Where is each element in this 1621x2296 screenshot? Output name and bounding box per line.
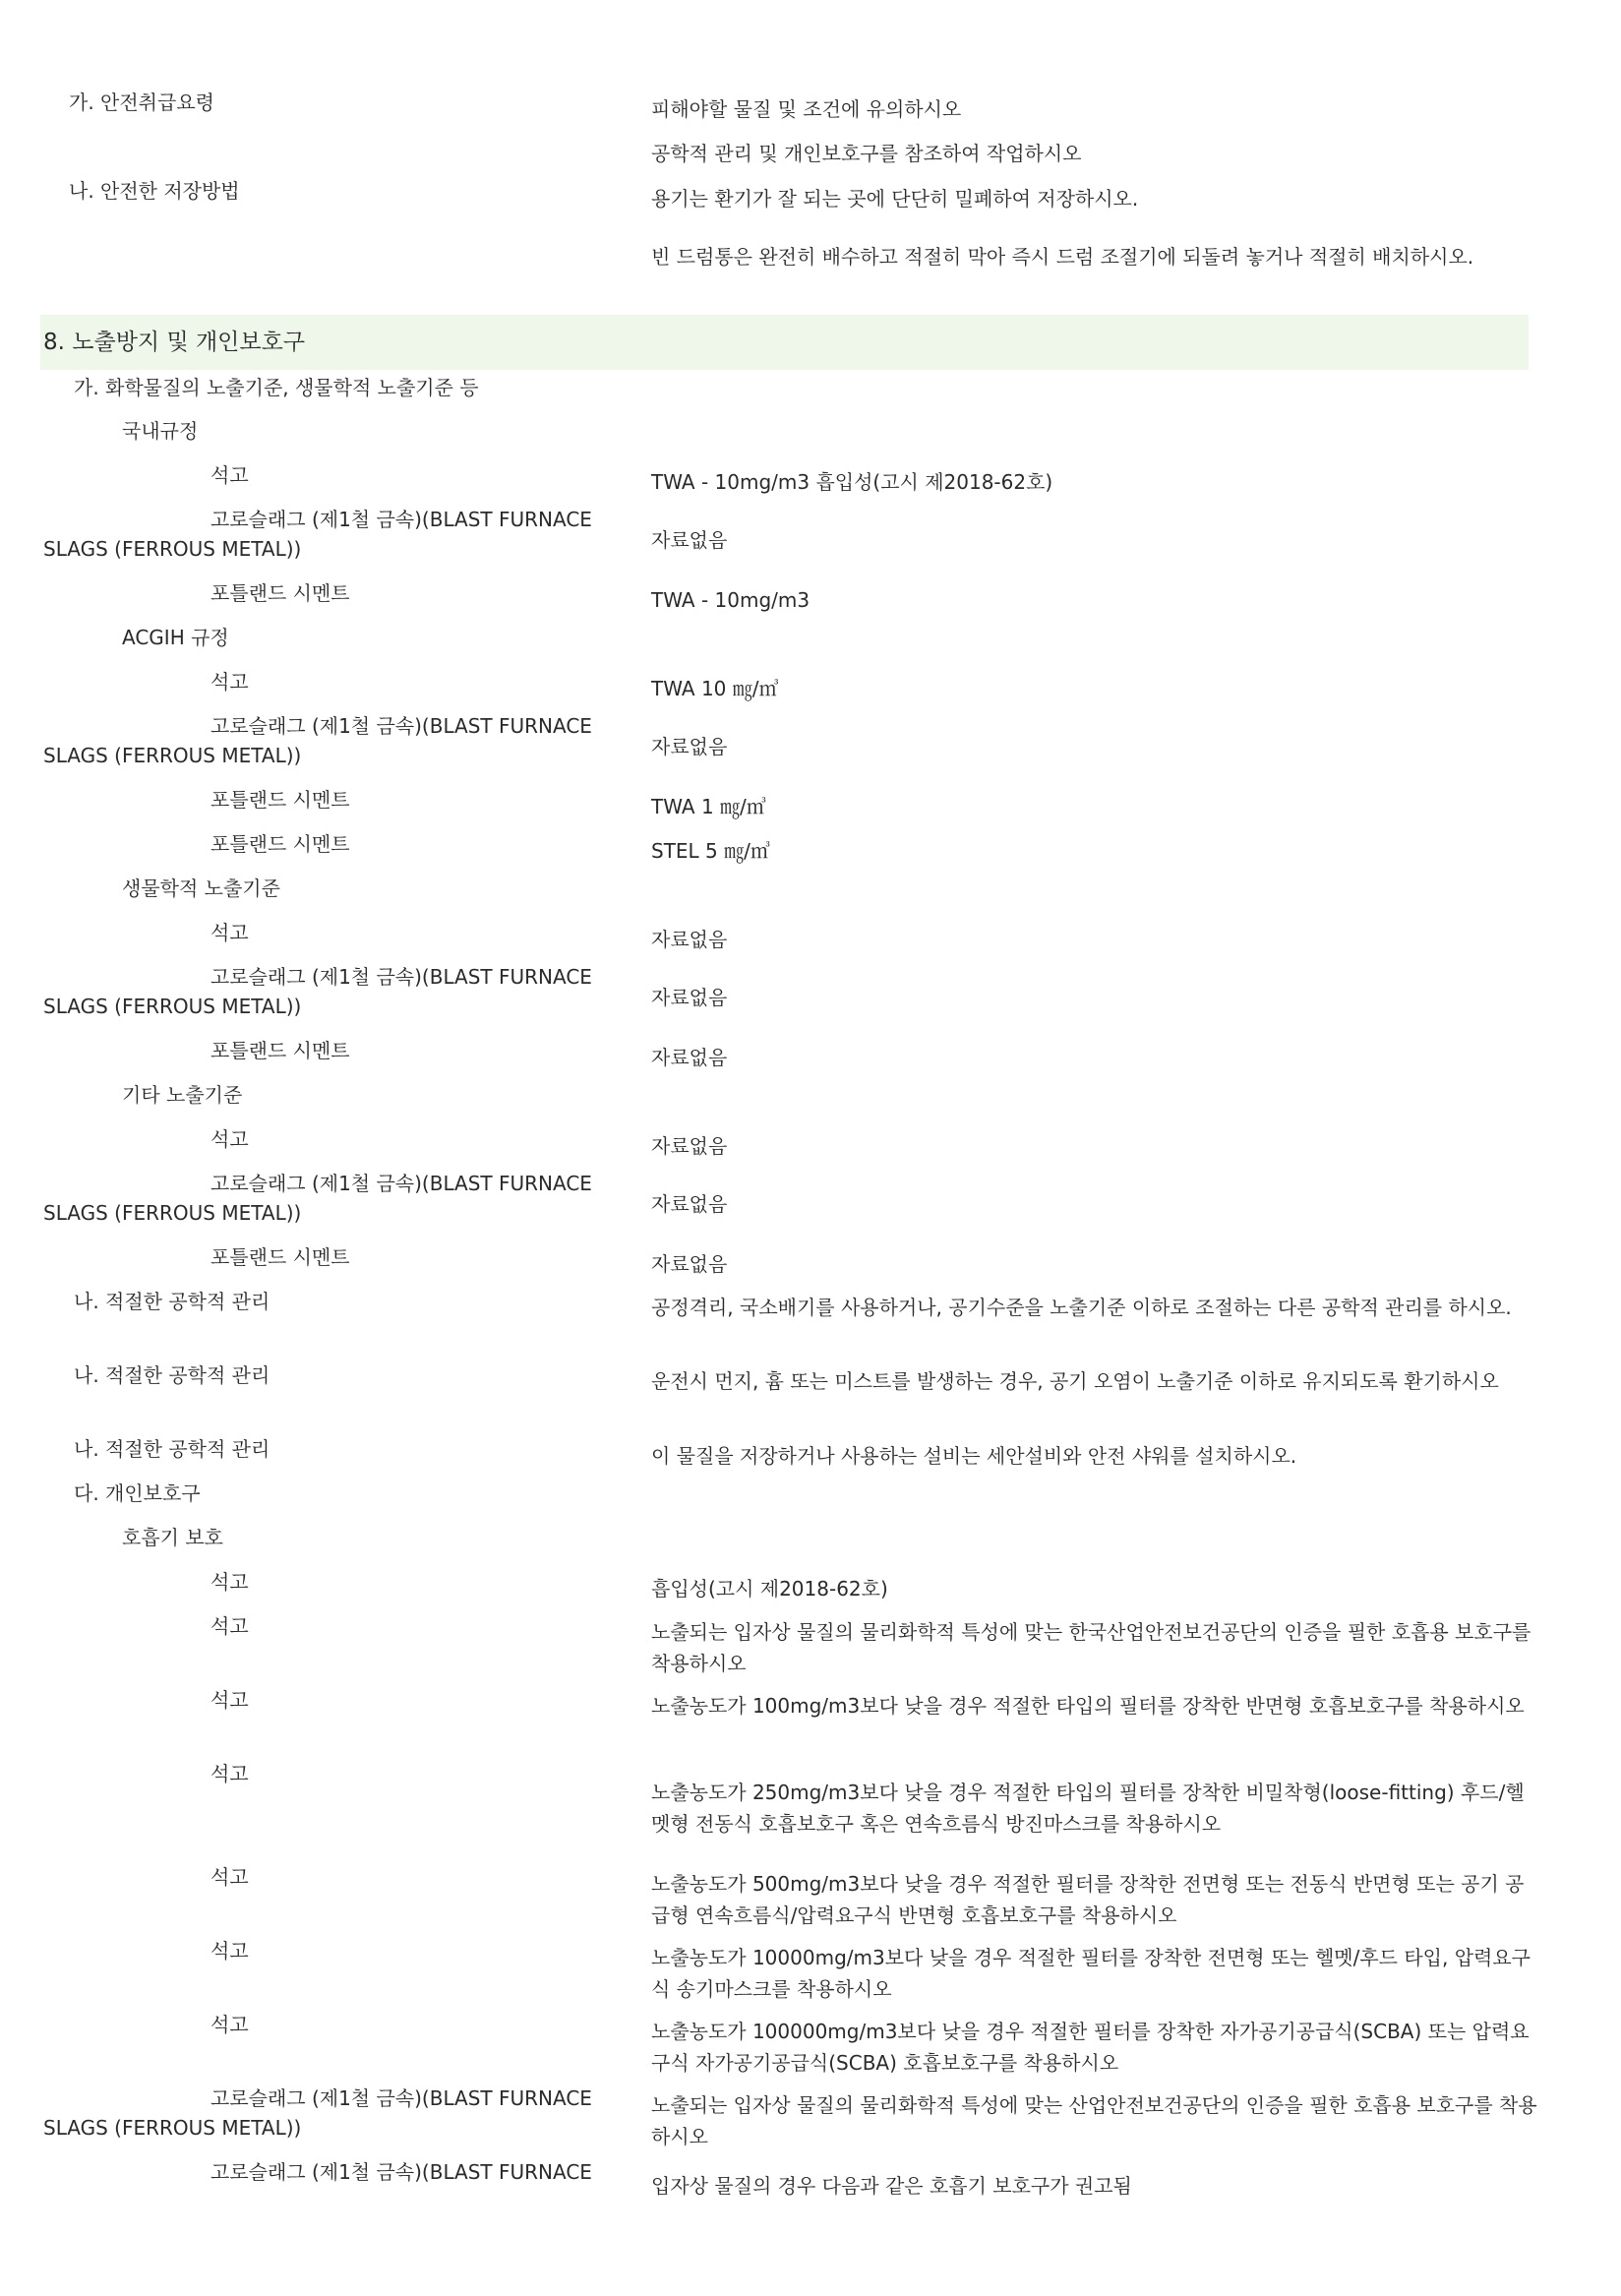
substance-name: 석고 [210, 1614, 249, 1638]
safe-handling-label: 가. 안전취급요령 [69, 91, 214, 114]
engineering-control-text: 공정격리, 국소배기를 사용하거나, 공기수준을 노출기준 이하로 조절하는 다른 공학적 관리를 하시오. [651, 1296, 1512, 1319]
exposure-value: TWA - 10mg/m3 [651, 588, 810, 612]
substance-name: 포틀랜드 시멘트 [210, 1245, 350, 1269]
exposure-value: TWA 1 ㎎/㎥ [651, 795, 766, 818]
biological-standard-label: 생물학적 노출기준 [122, 876, 280, 900]
engineering-control-label: 나. 적절한 공학적 관리 [74, 1290, 270, 1313]
substance-name: 포틀랜드 시멘트 [210, 581, 350, 605]
respiratory-value: 노출농도가 10000mg/m3보다 낮을 경우 적절한 필터를 장착한 전면형 또는 헬멧/후드 타입, 압력요구식 송기마스크를 착용하시오 [651, 1946, 1531, 2001]
ppe-label: 다. 개인보호구 [74, 1481, 201, 1505]
respiratory-value: 입자상 물질의 경우 다음과 같은 호흡기 보호구가 권고됨 [651, 2174, 1132, 2198]
exposure-value: 자료없음 [651, 928, 728, 951]
safe-storage-text-1: 용기는 환기가 잘 되는 곳에 단단히 밀폐하여 저장하시오. [651, 187, 1139, 211]
exposure-value: 자료없음 [651, 1192, 728, 1216]
substance-name: 석고 [210, 463, 249, 487]
substance-name: 석고 [210, 1762, 249, 1785]
substance-name-cont: SLAGS (FERROUS METAL)) [43, 744, 302, 767]
substance-name: 고로슬래그 (제1철 금속)(BLAST FURNACE [210, 2086, 592, 2110]
exposure-value: TWA 10 ㎎/㎥ [651, 677, 779, 700]
respiratory-value: 노출되는 입자상 물질의 물리화학적 특성에 맞는 산업안전보건공단의 인증을 필한 호흡용 보호구를 착용하시오 [651, 2093, 1537, 2148]
safe-handling-text-1: 피해야할 물질 및 조건에 유의하시오 [651, 97, 962, 121]
substance-name: 고로슬래그 (제1철 금속)(BLAST FURNACE [210, 2160, 592, 2184]
engineering-control-text: 이 물질을 저장하거나 사용하는 설비는 세안설비와 안전 샤워를 설치하시오. [651, 1444, 1297, 1468]
substance-name: 포틀랜드 시멘트 [210, 1039, 350, 1062]
substance-name: 고로슬래그 (제1철 금속)(BLAST FURNACE [210, 1172, 592, 1195]
substance-name: 석고 [210, 1127, 249, 1151]
substance-name: 석고 [210, 2013, 249, 2036]
respiratory-value: 노출되는 입자상 물질의 물리화학적 특성에 맞는 한국산업안전보건공단의 인증을 필한 호흡용 보호구를 착용하시오 [651, 1620, 1531, 1675]
exposure-value: STEL 5 ㎎/㎥ [651, 839, 770, 863]
safe-storage-label: 나. 안전한 저장방법 [69, 179, 240, 203]
substance-name-cont: SLAGS (FERROUS METAL)) [43, 2116, 302, 2140]
substance-name: 고로슬래그 (제1철 금속)(BLAST FURNACE [210, 965, 592, 989]
substance-name: 고로슬래그 (제1철 금속)(BLAST FURNACE [210, 714, 592, 738]
substance-name: 석고 [210, 1939, 249, 1963]
section-8-heading: 8. 노출방지 및 개인보호구 [43, 330, 306, 355]
substance-name: 석고 [210, 1865, 249, 1889]
engineering-control-label: 나. 적절한 공학적 관리 [74, 1363, 270, 1387]
substance-name: 석고 [210, 921, 249, 944]
substance-name: 포틀랜드 시멘트 [210, 832, 350, 856]
exposure-value: 자료없음 [651, 528, 728, 552]
substance-name-cont: SLAGS (FERROUS METAL)) [43, 1201, 302, 1225]
exposure-value: 자료없음 [651, 1046, 728, 1069]
substance-name: 석고 [210, 1688, 249, 1712]
exposure-value: 자료없음 [651, 1252, 728, 1276]
safe-storage-text-2: 빈 드럼통은 완전히 배수하고 적절히 막아 즉시 드럼 조절기에 되돌려 놓거나 적절히 배치하시오. [651, 245, 1474, 269]
substance-name-cont: SLAGS (FERROUS METAL)) [43, 995, 302, 1018]
substance-name-cont: SLAGS (FERROUS METAL)) [43, 537, 302, 561]
substance-name: 석고 [210, 1570, 249, 1594]
respiratory-value: 노출농도가 500mg/m3보다 낮을 경우 적절한 필터를 장착한 전면형 또는 전동식 반면형 또는 공기 공급형 연속흐름식/압력요구식 반면형 호흡보호구를 착용하시오 [651, 1872, 1525, 1927]
domestic-regulation-label: 국내규정 [122, 419, 199, 443]
substance-name: 고로슬래그 (제1철 금속)(BLAST FURNACE [210, 508, 592, 531]
respiratory-protection-label: 호흡기 보호 [122, 1526, 223, 1549]
exposure-value: 자료없음 [651, 735, 728, 758]
respiratory-value: 노출농도가 250mg/m3보다 낮을 경우 적절한 타입의 필터를 장착한 비밀착형(loose-fitting) 후드/헬멧형 전동식 호흡보호구 혹은 연속흐름식 방진마스크를 착용하시오 [651, 1781, 1525, 1836]
engineering-control-text: 운전시 먼지, 흄 또는 미스트를 발생하는 경우, 공기 오염이 노출기준 이하로 유지되도록 환기하시오 [651, 1369, 1499, 1393]
exposure-standards-heading: 가. 화학물질의 노출기준, 생물학적 노출기준 등 [74, 376, 479, 399]
substance-name: 석고 [210, 670, 249, 694]
exposure-value: TWA - 10mg/m3 흡입성(고시 제2018-62호) [651, 470, 1053, 494]
safe-handling-text-2: 공학적 관리 및 개인보호구를 참조하여 작업하시오 [651, 142, 1082, 165]
respiratory-value: 흡입성(고시 제2018-62호) [651, 1577, 888, 1601]
exposure-value: 자료없음 [651, 1134, 728, 1158]
substance-name: 포틀랜드 시멘트 [210, 788, 350, 812]
respiratory-value: 노출농도가 100mg/m3보다 낮을 경우 적절한 타입의 필터를 장착한 반면형 호흡보호구를 착용하시오 [651, 1694, 1525, 1718]
engineering-control-label: 나. 적절한 공학적 관리 [74, 1437, 270, 1461]
respiratory-value: 노출농도가 100000mg/m3보다 낮을 경우 적절한 필터를 장착한 자가공기공급식(SCBA) 또는 압력요구식 자가공기공급식(SCBA) 호흡보호구를 착용하시오 [651, 2020, 1530, 2075]
acgih-regulation-label: ACGIH 규정 [122, 626, 229, 649]
other-standard-label: 기타 노출기준 [122, 1083, 243, 1107]
exposure-value: 자료없음 [651, 986, 728, 1009]
